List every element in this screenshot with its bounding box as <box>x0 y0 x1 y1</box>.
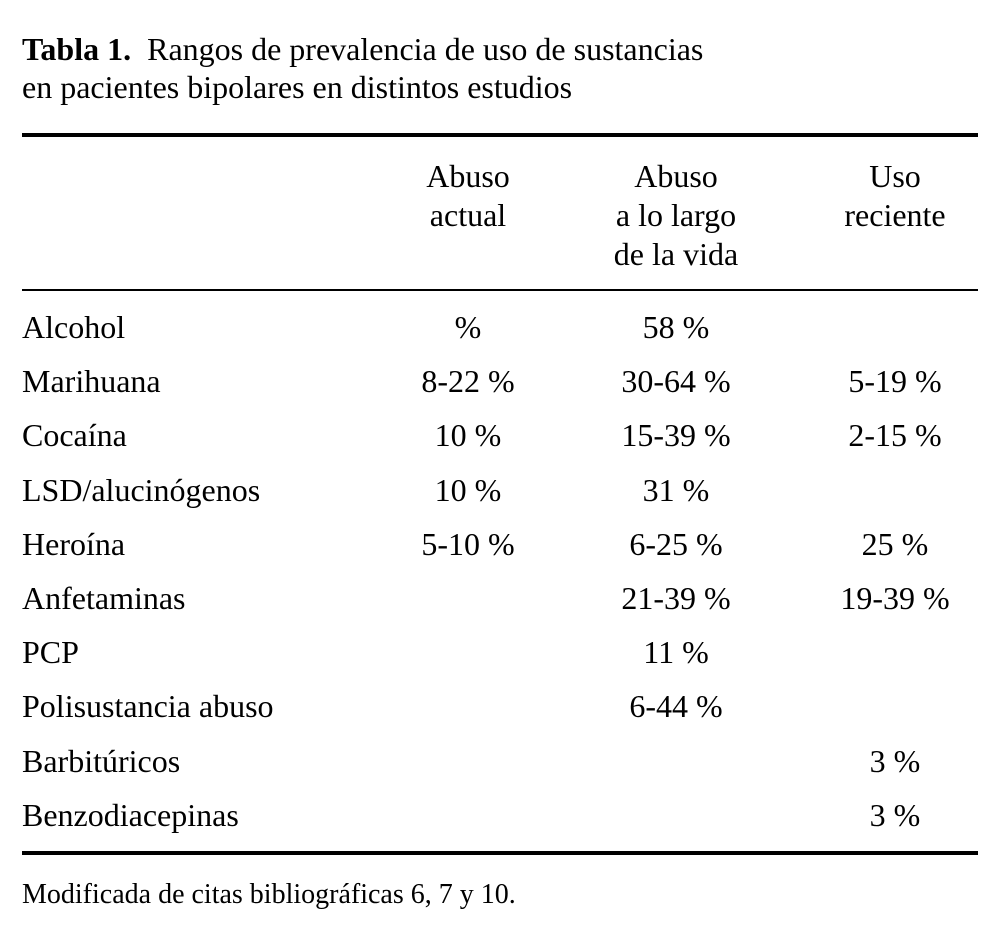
table-footnote: Modificada de citas bibliográficas 6, 7 y 10. <box>22 879 516 910</box>
row-substance-name: Benzodiacepinas <box>22 797 239 833</box>
table-row <box>22 524 978 564</box>
table-row <box>22 686 978 726</box>
caption-line-1: Rangos de prevalencia de uso de sustancias <box>147 31 704 67</box>
caption-line-2: en pacientes bipolares en distintos estudios <box>22 69 573 105</box>
cell-vida: 6-44 % <box>629 688 723 724</box>
column-header-line: actual <box>429 197 507 233</box>
row-substance-name: PCP <box>22 634 79 670</box>
cell-reciente: 19-39 % <box>840 580 950 616</box>
column-header-abuso-vida <box>576 157 776 274</box>
cell-vida: 15-39 % <box>621 417 731 453</box>
row-substance-name: Alcohol <box>22 309 126 345</box>
row-substance-name: Cocaína <box>22 417 127 453</box>
column-header-line: reciente <box>844 197 946 233</box>
table-row <box>22 795 978 835</box>
row-substance-name: Polisustancia abuso <box>22 688 274 724</box>
table-row <box>22 361 978 401</box>
column-header-line: Uso <box>869 158 921 194</box>
row-substance-name: LSD/alucinógenos <box>22 472 261 508</box>
column-header-line: Abuso <box>426 158 510 194</box>
table-row <box>22 632 978 672</box>
bottom-rule <box>22 851 978 855</box>
cell-reciente: 25 % <box>861 526 929 562</box>
row-substance-name: Marihuana <box>22 363 161 399</box>
table-row <box>22 307 978 347</box>
table-row <box>22 415 978 455</box>
column-header-uso-reciente <box>795 157 987 235</box>
cell-reciente: 2-15 % <box>848 417 942 453</box>
cell-actual: 10 % <box>434 417 502 453</box>
cell-reciente: 3 % <box>869 743 921 779</box>
row-substance-name: Heroína <box>22 526 126 562</box>
table-label: Tabla 1. <box>22 31 132 67</box>
table-row <box>22 578 978 618</box>
cell-vida: 11 % <box>643 634 709 670</box>
cell-vida: 30-64 % <box>621 363 731 399</box>
column-header-line: de la vida <box>613 236 739 272</box>
top-rule <box>22 133 978 137</box>
cell-actual: 10 % <box>434 472 502 508</box>
header-rule <box>22 289 978 291</box>
column-header-abuso-actual <box>368 157 568 235</box>
column-header-line: Abuso <box>634 158 718 194</box>
cell-reciente: 5-19 % <box>848 363 942 399</box>
row-substance-name: Barbitúricos <box>22 743 181 779</box>
table-row <box>22 470 978 510</box>
cell-actual: 5-10 % <box>421 526 515 562</box>
table-row <box>22 741 978 781</box>
column-header-line: a lo largo <box>615 197 737 233</box>
cell-reciente: 3 % <box>869 797 921 833</box>
cell-vida: 21-39 % <box>621 580 731 616</box>
cell-vida: 58 % <box>642 309 710 345</box>
table-caption <box>22 30 978 106</box>
cell-vida: 31 % <box>642 472 710 508</box>
row-substance-name: Anfetaminas <box>22 580 186 616</box>
cell-actual: 8-22 % <box>421 363 515 399</box>
cell-vida: 6-25 % <box>629 526 723 562</box>
cell-actual: % <box>454 309 482 345</box>
